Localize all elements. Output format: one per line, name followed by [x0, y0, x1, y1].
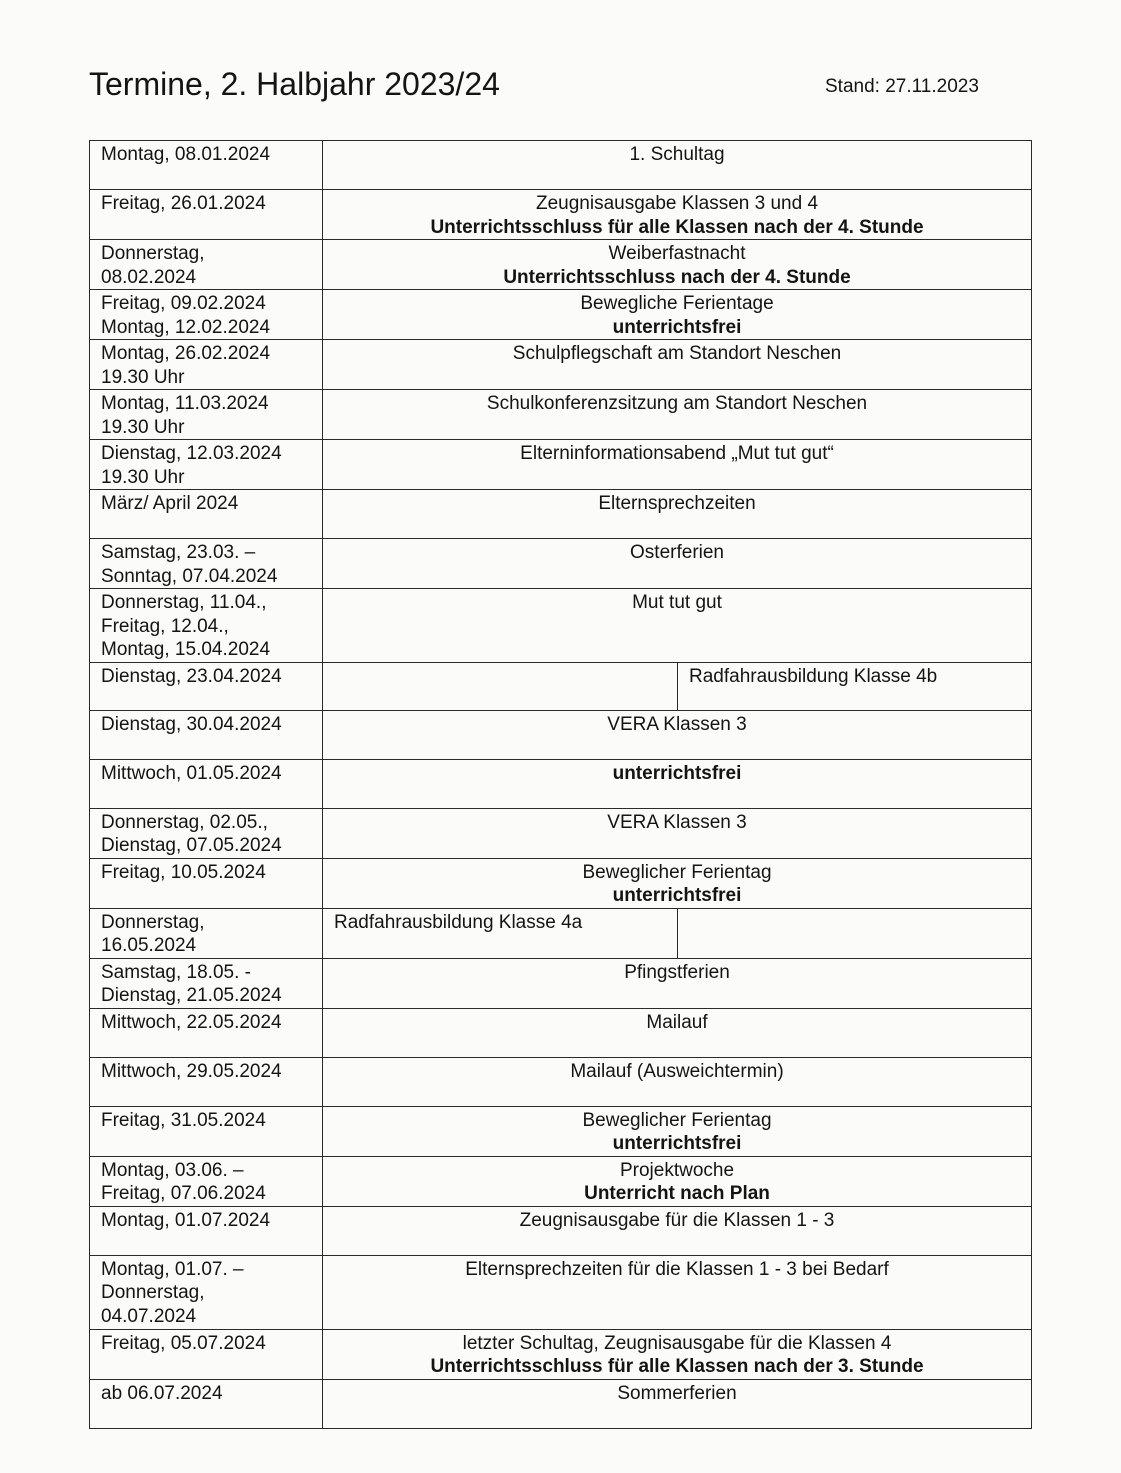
event-note: unterrichtsfrei: [612, 762, 742, 784]
event-note: Unterricht nach Plan: [584, 1183, 770, 1204]
date-cell: Donnerstag, 16.05.2024: [90, 908, 323, 958]
event-text: letzter Schultag, Zeugnisausgabe für die Klassen 4: [462, 1332, 892, 1354]
table-row: [90, 440, 1032, 490]
table-row: [90, 240, 1032, 290]
event-text: Elterninformationsabend „Mut tut gut“: [520, 443, 834, 464]
event-text: Schulpflegschaft am Standort Neschen: [512, 343, 842, 364]
table-row: [90, 190, 1032, 240]
event-text: Osterferien: [630, 542, 724, 563]
date-cell: Dienstag, 12.03.2024 19.30 Uhr: [90, 440, 323, 490]
event-cell: [323, 539, 1032, 589]
event-note: unterrichtsfrei: [612, 885, 742, 906]
date-cell: März/ April 2024: [90, 490, 323, 539]
table-row: [90, 1255, 1032, 1329]
date-cell: Donnerstag, 11.04., Freitag, 12.04., Montag, 15.04.2024: [90, 589, 323, 663]
event-cell: [323, 1156, 1032, 1206]
date-cell: Freitag, 10.05.2024: [90, 858, 323, 908]
event-text: Mailauf: [646, 1011, 708, 1033]
event-note: Unterrichtsschluss für alle Klassen nach der 4. Stunde: [430, 216, 924, 238]
event-text: Mut tut gut: [632, 592, 722, 613]
event-cell-right: [678, 908, 1032, 958]
date-cell: ab 06.07.2024: [90, 1379, 323, 1428]
event-text: Beweglicher Ferientag: [582, 1109, 772, 1131]
event-text: Elternsprechzeiten: [598, 493, 756, 514]
date-cell: Mittwoch, 29.05.2024: [90, 1057, 323, 1106]
event-cell: [323, 1206, 1032, 1255]
table-row: [90, 390, 1032, 440]
date-cell: Montag, 26.02.2024 19.30 Uhr: [90, 340, 323, 390]
date-cell: Samstag, 18.05. - Dienstag, 21.05.2024: [90, 958, 323, 1008]
event-text: Weiberfastnacht: [608, 243, 746, 264]
date-cell: Montag, 11.03.2024 19.30 Uhr: [90, 390, 323, 440]
event-cell: [323, 390, 1032, 440]
date-cell: Montag, 08.01.2024: [90, 141, 323, 190]
event-cell: [323, 759, 1032, 808]
event-cell-left: [323, 662, 678, 710]
event-text: 1. Schultag: [629, 144, 725, 165]
stand-date: Stand: 27.11.2023: [825, 76, 979, 97]
event-cell: [323, 1255, 1032, 1329]
date-cell: Montag, 03.06. – Freitag, 07.06.2024: [90, 1156, 323, 1206]
event-cell: [323, 858, 1032, 908]
event-cell-left: Radfahrausbildung Klasse 4a: [323, 908, 678, 958]
event-text: Zeugnisausgabe Klassen 3 und 4: [535, 193, 819, 214]
table-row: [90, 290, 1032, 340]
event-cell-right: Radfahrausbildung Klasse 4b: [678, 662, 1032, 710]
table-row: [90, 662, 1032, 710]
table-row: [90, 1156, 1032, 1206]
event-text: VERA Klassen 3: [607, 713, 747, 735]
event-text: Pfingstferien: [624, 961, 730, 983]
table-row: [90, 908, 1032, 958]
date-cell: Freitag, 26.01.2024: [90, 190, 323, 240]
event-cell: [323, 1329, 1032, 1379]
date-cell: Dienstag, 23.04.2024: [90, 662, 323, 710]
event-cell: [323, 440, 1032, 490]
date-cell: Freitag, 05.07.2024: [90, 1329, 323, 1379]
date-cell: Samstag, 23.03. – Sonntag, 07.04.2024: [90, 539, 323, 589]
event-cell: [323, 290, 1032, 340]
event-text: Projektwoche: [619, 1159, 735, 1181]
event-text: Zeugnisausgabe für die Klassen 1 - 3: [519, 1209, 835, 1231]
table-row: [90, 589, 1032, 663]
event-text: Schulkonferenzsitzung am Standort Neschen: [486, 393, 868, 414]
event-cell: [323, 1379, 1032, 1428]
event-cell: [323, 710, 1032, 759]
table-row: [90, 1008, 1032, 1057]
table-row: [90, 710, 1032, 759]
date-cell: Donnerstag, 08.02.2024: [90, 240, 323, 290]
event-cell: [323, 141, 1032, 190]
date-cell: Mittwoch, 22.05.2024: [90, 1008, 323, 1057]
event-text: Bewegliche Ferientage: [580, 293, 774, 314]
page-title: Termine, 2. Halbjahr 2023/24: [89, 66, 500, 102]
event-cell: [323, 1106, 1032, 1156]
table-row: [90, 958, 1032, 1008]
event-text: Beweglicher Ferientag: [582, 861, 772, 883]
table-row: [90, 858, 1032, 908]
event-text: Elternsprechzeiten für die Klassen 1 - 3 bei Bedarf: [465, 1258, 889, 1280]
table-row: [90, 1106, 1032, 1156]
table-row: [90, 490, 1032, 539]
event-cell: [323, 490, 1032, 539]
date-cell: Donnerstag, 02.05., Dienstag, 07.05.2024: [90, 808, 323, 858]
date-cell: Montag, 01.07.2024: [90, 1206, 323, 1255]
event-cell: [323, 1057, 1032, 1106]
table-row: [90, 1329, 1032, 1379]
date-cell: Montag, 01.07. – Donnerstag, 04.07.2024: [90, 1255, 323, 1329]
event-cell: [323, 1008, 1032, 1057]
event-cell: [323, 958, 1032, 1008]
date-cell: Freitag, 31.05.2024: [90, 1106, 323, 1156]
table-row: [90, 808, 1032, 858]
table-row: [90, 340, 1032, 390]
event-cell: [323, 808, 1032, 858]
table-row: [90, 1379, 1032, 1428]
event-note: unterrichtsfrei: [612, 1133, 742, 1154]
event-cell: [323, 190, 1032, 240]
event-cell: [323, 240, 1032, 290]
event-cell: [323, 589, 1032, 663]
event-cell: [323, 340, 1032, 390]
schedule-table: [89, 140, 1032, 1429]
event-note: Unterrichtsschluss nach der 4. Stunde: [503, 266, 851, 288]
event-text: Sommerferien: [617, 1382, 737, 1404]
event-text: VERA Klassen 3: [607, 811, 747, 833]
table-row: [90, 1057, 1032, 1106]
event-text: Mailauf (Ausweichtermin): [570, 1060, 784, 1082]
event-note: unterrichtsfrei: [612, 316, 742, 338]
date-cell: Dienstag, 30.04.2024: [90, 710, 323, 759]
table-row: [90, 1206, 1032, 1255]
date-cell: Freitag, 09.02.2024 Montag, 12.02.2024: [90, 290, 323, 340]
date-cell: Mittwoch, 01.05.2024: [90, 759, 323, 808]
table-row: [90, 759, 1032, 808]
table-row: [90, 141, 1032, 190]
table-row: [90, 539, 1032, 589]
event-note: Unterrichtsschluss für alle Klassen nach der 3. Stunde: [430, 1356, 924, 1377]
